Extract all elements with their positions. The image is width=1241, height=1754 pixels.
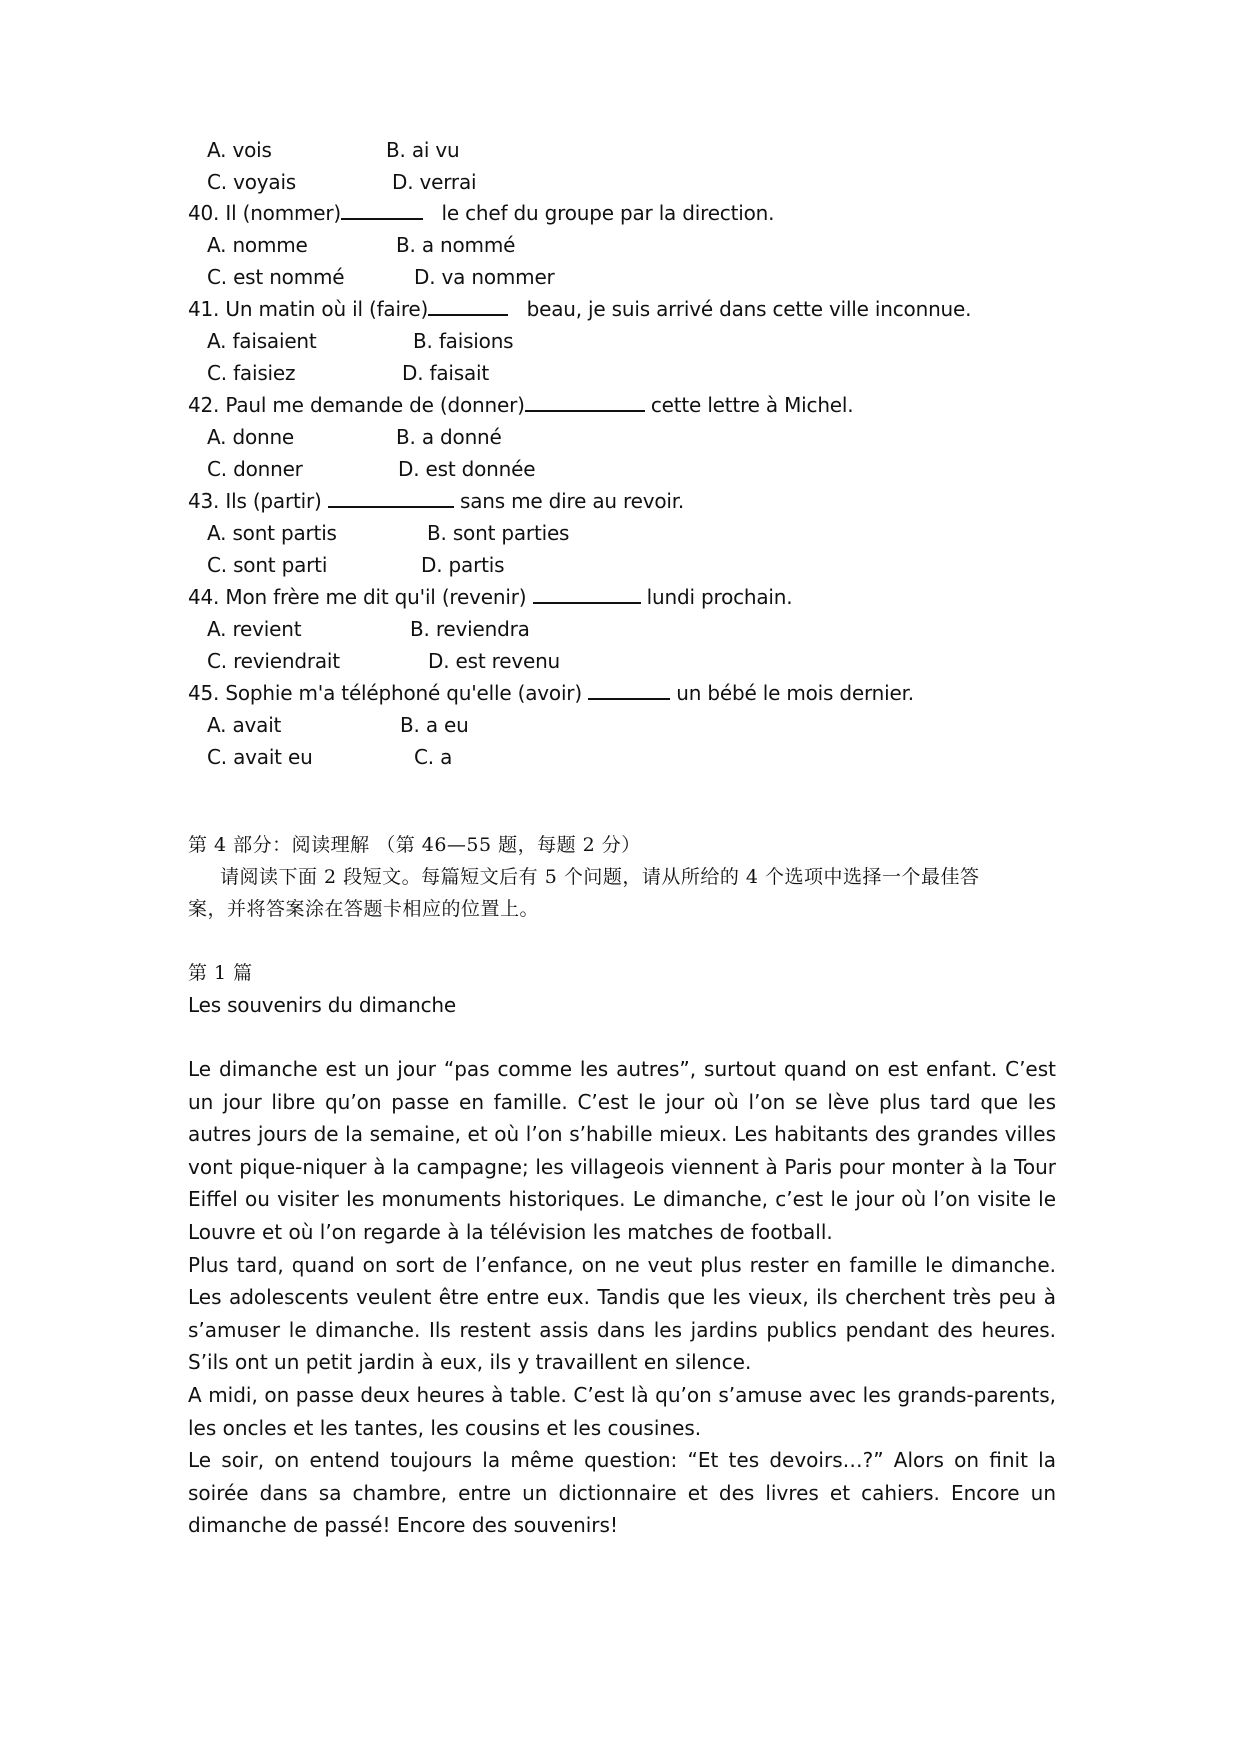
question-44	[188, 583, 792, 611]
answer-blank	[428, 296, 508, 316]
q40-option-b: B. a nommé	[396, 233, 516, 257]
question-42	[188, 391, 853, 419]
question-stem-before: Il (nommer)	[225, 201, 342, 225]
q44-option-b: B. reviendra	[410, 617, 530, 641]
q45-option-c: C. avait eu	[207, 745, 313, 769]
answer-blank	[525, 392, 645, 412]
q43-option-d: D. partis	[421, 553, 505, 577]
q44-option-a: A. revient	[207, 617, 302, 641]
q39-option-d: D. verrai	[392, 170, 477, 194]
q43-option-c: C. sont parti	[207, 553, 328, 577]
q40-option-a: A. nomme	[207, 233, 308, 257]
question-stem-before: Ils (partir)	[225, 489, 322, 513]
question-stem-after: cette lettre à Michel.	[650, 393, 854, 417]
q44-option-d: D. est revenu	[428, 649, 561, 673]
question-45	[188, 679, 914, 707]
q42-option-b: B. a donné	[396, 425, 502, 449]
section-instructions-line2: 案，并将答案涂在答题卡相应的位置上。	[188, 898, 540, 920]
question-number: 41.	[188, 297, 220, 321]
q43-option-a: A. sont partis	[207, 521, 337, 545]
answer-blank	[588, 680, 670, 700]
answer-blank	[328, 488, 454, 508]
passage-paragraph: Le dimanche est un jour “pas comme les autres”, surtout quand on est enfant. C’est un jour libre qu’on passe en famille. C’est le jour où l’on se lève plus tard que les autres jours de la semaine, et où l’on s’habille mieux. Les habitants des grandes villes vont pique-niquer à la campagne; les villageois viennent à Paris pour monter à la Tour Eiffel ou visiter les monuments historiques. Le dimanche, c’est le jour où l’on visite le Louvre et où l’on regarde à la télévision les matches de football.	[188, 1057, 1056, 1244]
passage-paragraph: Le soir, on entend toujours la même question: “Et tes devoirs…?” Alors on finit la soirée dans sa chambre, entre un dictionnaire et des livres et cahiers. Encore un dimanche de passé! Encore des souvenirs!	[188, 1448, 1056, 1538]
passage-title: Les souvenirs du dimanche	[188, 993, 456, 1017]
section-instructions-line1: 请阅读下面 2 段短文。每篇短文后有 5 个问题，请从所给的 4 个选项中选择一个最佳答	[220, 866, 980, 888]
q45-option-b: B. a eu	[400, 713, 469, 737]
passage-paragraph: A midi, on passe deux heures à table. C’est là qu’on s’amuse avec les grands-parents, les oncles et les tantes, les cousins et les cousines.	[188, 1382, 1056, 1440]
question-stem-before: Un matin où il (faire)	[225, 297, 429, 321]
q44-option-c: C. reviendrait	[207, 649, 340, 673]
passage-body	[188, 1053, 1056, 1542]
question-stem-after: sans me dire au revoir.	[459, 489, 685, 513]
q39-option-b: B. ai vu	[386, 138, 460, 162]
question-number: 40.	[188, 201, 220, 225]
question-stem-before: Mon frère me dit qu'il (revenir)	[225, 585, 527, 609]
question-stem-before: Paul me demande de (donner)	[225, 393, 525, 417]
q41-option-c: C. faisiez	[207, 361, 296, 385]
question-stem-after: beau, je suis arrivé dans cette ville inconnue.	[526, 297, 972, 321]
q42-option-c: C. donner	[207, 457, 303, 481]
section-heading: 第 4 部分：阅读理解 （第 46—55 题，每题 2 分）	[188, 834, 641, 856]
question-number: 43.	[188, 489, 220, 513]
passage-paragraph: Plus tard, quand on sort de l’enfance, on ne veut plus rester en famille le dimanche. Les adolescents veulent être entre eux. Tandis que les vieux, ils cherchent très peu à s’amuser le dimanche. Ils restent assis dans les jardins publics pendant des heures. S’ils ont un petit jardin à eux, ils y travaillent en silence.	[188, 1252, 1056, 1375]
question-number: 45.	[188, 681, 220, 705]
question-43	[188, 487, 684, 515]
q41-option-b: B. faisions	[413, 329, 514, 353]
q42-option-a: A. donne	[207, 425, 295, 449]
question-stem-after: un bébé le mois dernier.	[676, 681, 914, 705]
question-number: 42.	[188, 393, 220, 417]
question-stem-after: lundi prochain.	[646, 585, 793, 609]
q45-option-a: A. avait	[207, 713, 282, 737]
q40-option-c: C. est nommé	[207, 265, 345, 289]
q45-option-d: C. a	[414, 745, 453, 769]
q39-option-c: C. voyais	[207, 170, 297, 194]
passage-label: 第 1 篇	[188, 962, 253, 984]
q41-option-a: A. faisaient	[207, 329, 317, 353]
q42-option-d: D. est donnée	[398, 457, 536, 481]
question-41	[188, 295, 971, 323]
answer-blank	[341, 200, 423, 220]
question-stem-before: Sophie m'a téléphoné qu'elle (avoir)	[225, 681, 582, 705]
q41-option-d: D. faisait	[402, 361, 490, 385]
answer-blank	[533, 584, 641, 604]
question-number: 44.	[188, 585, 220, 609]
q43-option-b: B. sont parties	[427, 521, 570, 545]
question-40	[188, 199, 774, 227]
question-stem-after: le chef du groupe par la direction.	[441, 201, 775, 225]
q39-option-a: A. vois	[207, 138, 272, 162]
q40-option-d: D. va nommer	[414, 265, 555, 289]
